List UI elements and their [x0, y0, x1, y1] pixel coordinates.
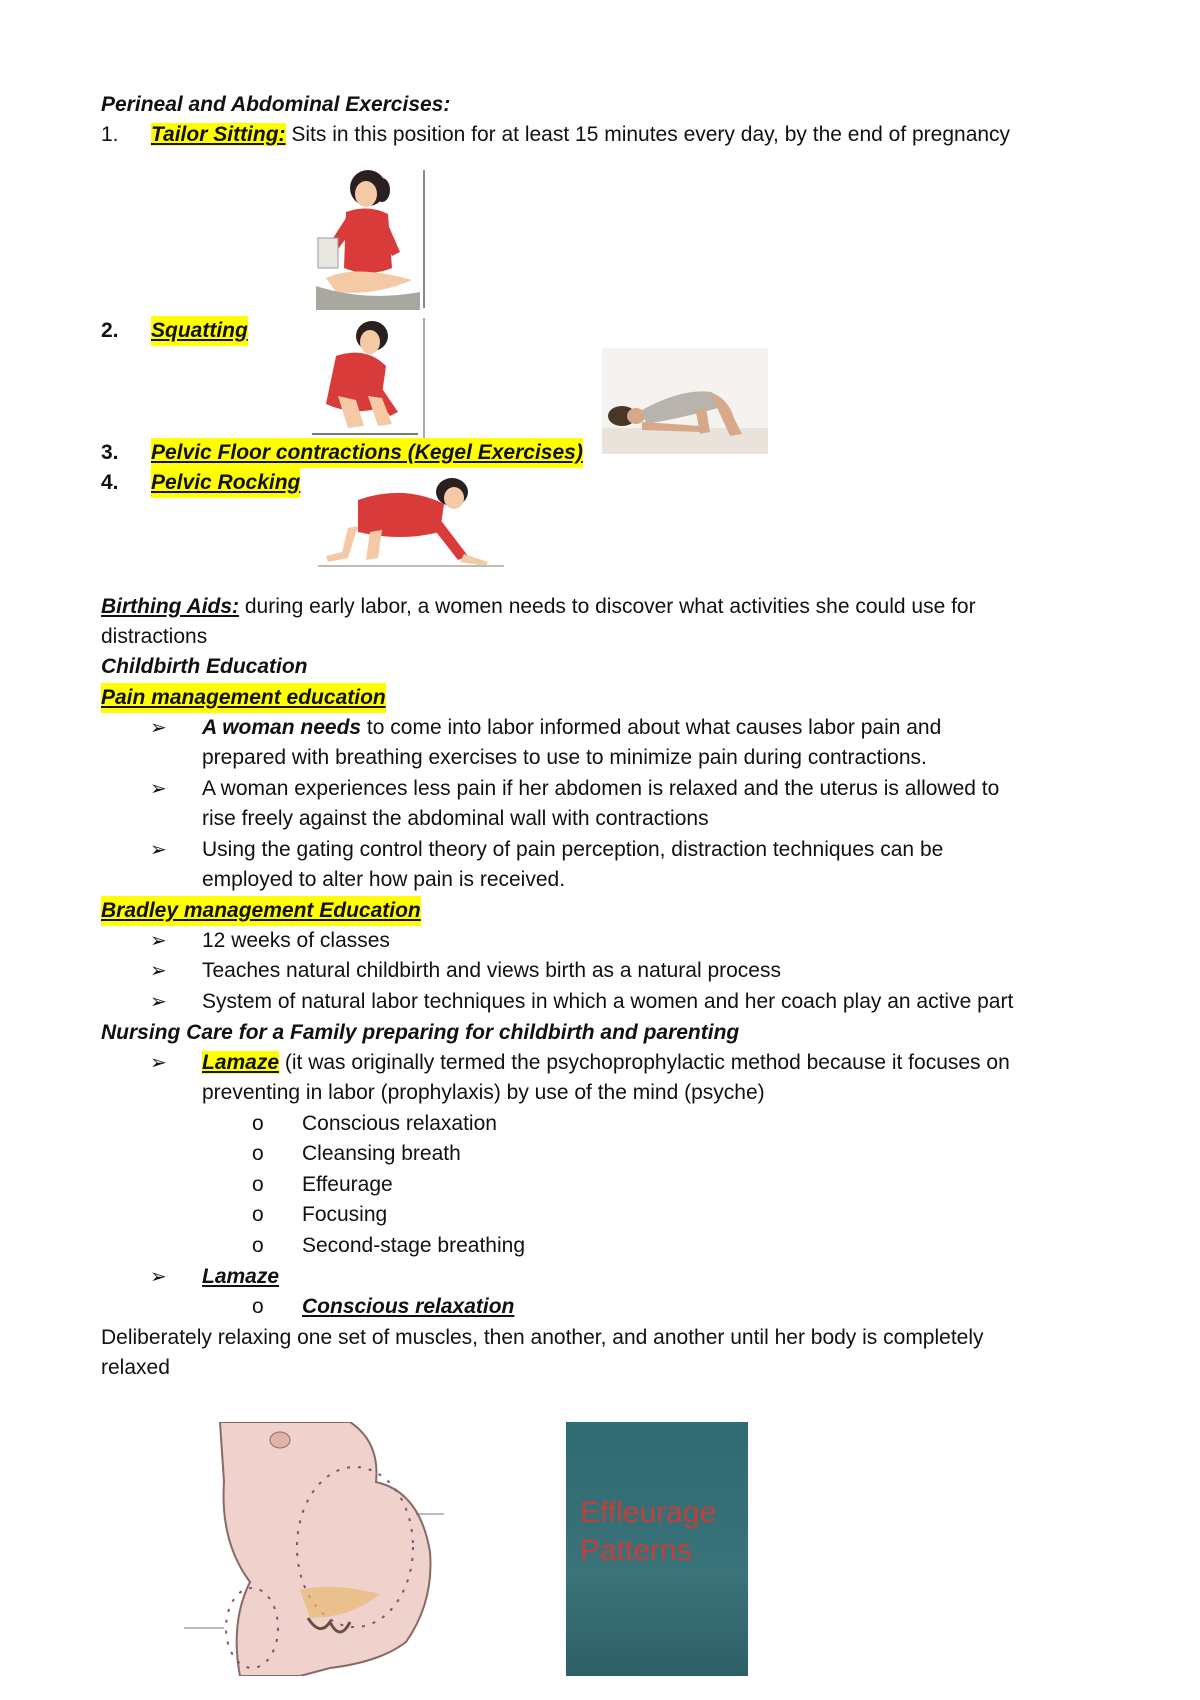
exercise-name: Tailor Sitting:	[151, 123, 286, 146]
effleurage-slide-panel	[566, 1422, 748, 1676]
bullet-icon: ➢	[150, 1052, 167, 1074]
bradley-item: 12 weeks of classes	[202, 929, 390, 952]
birthing-aids-paragraph	[101, 592, 976, 622]
lamaze-sub-item: Effeurage	[302, 1173, 393, 1196]
section-heading: Perineal and Abdominal Exercises:	[101, 93, 451, 116]
lamaze-sub-item: Second-stage breathing	[302, 1234, 525, 1257]
nursing-care-heading: Nursing Care for a Family preparing for childbirth and parenting	[101, 1021, 740, 1044]
squatting-image	[308, 316, 428, 440]
pain-bullet-3: Using the gating control theory of pain perception, distraction techniques can be	[202, 838, 944, 861]
pain-bullet-1-line2: prepared with breathing exercises to use to minimize pain during contractions.	[202, 746, 927, 769]
birthing-aids-text-2: distractions	[101, 625, 208, 648]
exercise-number: 2.	[101, 319, 119, 342]
lamaze-sub-item: Cleansing breath	[302, 1142, 461, 1165]
pain-bullet-3-line2: employed to alter how pain is received.	[202, 868, 566, 891]
sub-bullet-icon: o	[252, 1142, 264, 1165]
bullet-icon: ➢	[150, 930, 167, 952]
bullet-bold-text: A woman needs	[202, 716, 362, 739]
pain-management-heading: Pain management education	[101, 683, 386, 713]
pelvic-floor-image	[602, 348, 768, 454]
conscious-relaxation-heading: Conscious relaxation	[302, 1295, 515, 1318]
lamaze-sub-item: Focusing	[302, 1203, 388, 1226]
exercise-name-pelvic-rocking: Pelvic Rocking	[151, 468, 300, 498]
relaxation-paragraph: Deliberately relaxing one set of muscles, then another, and another until her body is completely	[101, 1326, 984, 1349]
sub-bullet-icon: o	[252, 1203, 264, 1226]
bullet-icon: ➢	[150, 778, 167, 800]
bullet-icon: ➢	[150, 1266, 167, 1288]
effleurage-title	[580, 1494, 716, 1570]
pelvic-rocking-image	[318, 470, 504, 570]
childbirth-education-heading: Childbirth Education	[101, 655, 308, 678]
lamaze-text: (it was originally termed the psychoprophylactic method because it focuses on	[279, 1051, 1010, 1074]
exercise-number: 4.	[101, 471, 119, 494]
exercise-number: 1.	[101, 123, 119, 146]
lamaze-sub-item: Conscious relaxation	[302, 1112, 497, 1135]
birthing-aids-text: during early labor, a women needs to discover what activities she could use for	[239, 595, 976, 618]
exercise-number: 3.	[101, 441, 119, 464]
exercise-name-squatting: Squatting	[151, 316, 248, 346]
bullet-text: to come into labor informed about what causes labor pain and	[361, 716, 942, 739]
sub-bullet-icon: o	[252, 1295, 264, 1318]
tailor-sitting-image	[316, 168, 428, 310]
pain-bullet-1	[202, 713, 1122, 743]
exercise-desc: Sits in this position for at least 15 minutes every day, by the end of pregnancy	[285, 123, 1011, 146]
bullet-icon: ➢	[150, 960, 167, 982]
bullet-icon: ➢	[150, 991, 167, 1013]
bullet-icon: ➢	[150, 717, 167, 739]
effleurage-patterns-image	[180, 1422, 748, 1676]
bullet-icon: ➢	[150, 839, 167, 861]
lamaze-bullet	[202, 1048, 1122, 1078]
bradley-item: Teaches natural childbirth and views birth as a natural process	[202, 959, 781, 982]
effleurage-title-line2: Patterns	[580, 1534, 692, 1567]
relaxation-paragraph-line2: relaxed	[101, 1356, 170, 1379]
exercise-name-pelvic-floor: Pelvic Floor contractions (Kegel Exercises)	[151, 438, 583, 468]
bradley-item: System of natural labor techniques in which a women and her coach play an active part	[202, 990, 1014, 1013]
pain-bullet-2-line2: rise freely against the abdominal wall with contractions	[202, 807, 709, 830]
bradley-heading: Bradley management Education	[101, 896, 421, 926]
exercise-item-tailor	[151, 120, 1010, 150]
lamaze-label: Lamaze	[202, 1051, 280, 1074]
sub-bullet-icon: o	[252, 1234, 264, 1257]
lamaze-bullet-2: Lamaze	[202, 1265, 280, 1288]
birthing-aids-label: Birthing Aids:	[101, 595, 240, 618]
lamaze-line2: preventing in labor (prophylaxis) by use of the mind (psyche)	[202, 1081, 765, 1104]
effleurage-title-line1: Effleurage	[580, 1496, 717, 1529]
pain-bullet-2: A woman experiences less pain if her abdomen is relaxed and the uterus is allowed to	[202, 777, 1000, 800]
sub-bullet-icon: o	[252, 1173, 264, 1196]
sub-bullet-icon: o	[252, 1112, 264, 1135]
